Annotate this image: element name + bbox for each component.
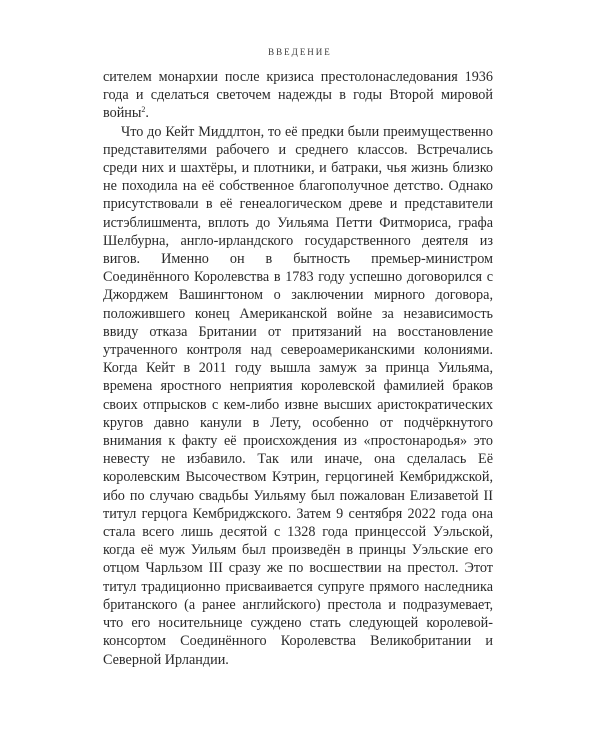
running-head: ВВЕДЕНИЕ [268, 47, 332, 57]
footnote-marker[interactable]: 2 [141, 105, 146, 115]
body-text [103, 68, 493, 669]
paragraph-1-trailing: . [145, 105, 149, 122]
paragraph-1-text: сителем монархии после кризиса престолонаследования 1936 года и сделаться светочем надежды в годы Второй мировой войны [103, 69, 493, 122]
paragraph-continuation [103, 68, 493, 123]
paragraph: Что до Кейт Миддлтон, то её предки были преимущественно представителями рабочего и среднего классов. Встречались среди них и шахтёры, и плотники, и батраки, чья жизнь близко не походила на её собственное благополучное детство. Однако присутствовали в её генеалогическом древе и представители истэблишмента, вплоть до Уильяма Петти Фитмориса, графа Шелбурна, англо-ирландского государственного деятеля из вигов. Именно он в бытность премьер-министром Соединённого Королевства в 1783 году успешно договорился с Джорджем Вашингтоном о заключении мирного договора, положившего конец Американской войне за независимость ввиду отказа Британии от притязаний на восстановление утраченного контроля над североамериканскими колониями. Когда Кейт в 2011 году вышла замуж за принца Уильяма, времена яростного неприятия королевской фамилией браков своих отпрысков с кем-либо извне высших аристократических кругов давно канули в Лету, особенно от подчёркнутого внимания к факту её происхождения из «простонародья» это невесту не избавило. Так или иначе, она сделалась Её королевским Высочеством Кэтрин, герцогиней Кембриджской, ибо по случаю свадьбы Уильяму был пожалован Елизаветой II титул герцога Кембриджского. Затем 9 сентября 2022 года она стала всего лишь десятой с 1328 года принцессой Уэльской, когда её муж Уильям был произведён в принцы Уэльские его отцом Чарльзом III сразу же по восшествии на престол. Этот титул традиционно присваивается супруге прямого наследника британского (а ранее английского) престола и подразумевает, что его носительнице суждено стать следующей королевой-консортом Соединённого Королевства Великобритании и Северной Ирландии. [103, 123, 493, 668]
